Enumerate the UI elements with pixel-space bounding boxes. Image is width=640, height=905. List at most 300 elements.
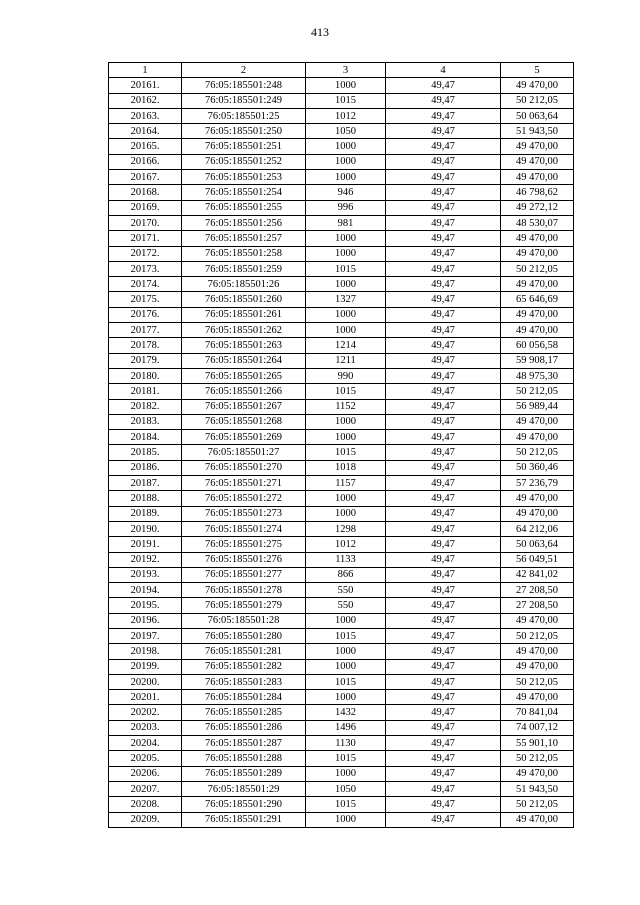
row-number-cell: 20179.	[109, 353, 182, 368]
area-cell: 1015	[306, 751, 386, 766]
cadastral-number-cell: 76:05:185501:259	[182, 261, 306, 276]
amount-cell: 49 470,00	[501, 644, 574, 659]
amount-cell: 49 470,00	[501, 307, 574, 322]
cadastral-number-cell: 76:05:185501:274	[182, 521, 306, 536]
area-cell: 1000	[306, 231, 386, 246]
cadastral-number-cell: 76:05:185501:289	[182, 766, 306, 781]
amount-cell: 46 798,62	[501, 185, 574, 200]
rate-cell: 49,47	[386, 353, 501, 368]
area-cell: 1000	[306, 323, 386, 338]
rate-cell: 49,47	[386, 261, 501, 276]
area-cell: 1214	[306, 338, 386, 353]
column-header-4: 4	[386, 63, 501, 78]
area-cell: 1432	[306, 705, 386, 720]
row-number-cell: 20206.	[109, 766, 182, 781]
amount-cell: 49 470,00	[501, 491, 574, 506]
table-row	[109, 78, 574, 93]
area-cell: 1000	[306, 78, 386, 93]
table-row	[109, 353, 574, 368]
table-row	[109, 338, 574, 353]
table-row	[109, 414, 574, 429]
table-body	[109, 78, 574, 828]
table-row	[109, 766, 574, 781]
cadastral-number-cell: 76:05:185501:254	[182, 185, 306, 200]
row-number-cell: 20172.	[109, 246, 182, 261]
table-row	[109, 108, 574, 123]
area-cell: 1015	[306, 261, 386, 276]
cadastral-number-cell: 76:05:185501:26	[182, 277, 306, 292]
amount-cell: 51 943,50	[501, 124, 574, 139]
row-number-cell: 20200.	[109, 674, 182, 689]
rate-cell: 49,47	[386, 781, 501, 796]
amount-cell: 50 212,05	[501, 261, 574, 276]
page-number: 413	[311, 25, 329, 39]
amount-cell: 50 212,05	[501, 751, 574, 766]
row-number-cell: 20177.	[109, 323, 182, 338]
area-cell: 1000	[306, 613, 386, 628]
row-number-cell: 20168.	[109, 185, 182, 200]
area-cell: 1000	[306, 246, 386, 261]
cadastral-number-cell: 76:05:185501:284	[182, 690, 306, 705]
row-number-cell: 20185.	[109, 445, 182, 460]
table-row	[109, 215, 574, 230]
area-cell: 1015	[306, 445, 386, 460]
amount-cell: 48 975,30	[501, 368, 574, 383]
area-cell: 1000	[306, 766, 386, 781]
rate-cell: 49,47	[386, 521, 501, 536]
amount-cell: 65 646,69	[501, 292, 574, 307]
amount-cell: 49 470,00	[501, 613, 574, 628]
amount-cell: 49 470,00	[501, 506, 574, 521]
table-row	[109, 460, 574, 475]
rate-cell: 49,47	[386, 751, 501, 766]
amount-cell: 49 272,12	[501, 200, 574, 215]
rate-cell: 49,47	[386, 384, 501, 399]
cadastral-number-cell: 76:05:185501:28	[182, 613, 306, 628]
amount-cell: 64 212,06	[501, 521, 574, 536]
area-cell: 1000	[306, 170, 386, 185]
row-number-cell: 20190.	[109, 521, 182, 536]
rate-cell: 49,47	[386, 583, 501, 598]
rate-cell: 49,47	[386, 613, 501, 628]
rate-cell: 49,47	[386, 93, 501, 108]
cadastral-number-cell: 76:05:185501:27	[182, 445, 306, 460]
row-number-cell: 20163.	[109, 108, 182, 123]
amount-cell: 49 470,00	[501, 430, 574, 445]
area-cell: 1015	[306, 797, 386, 812]
cadastral-number-cell: 76:05:185501:248	[182, 78, 306, 93]
amount-cell: 50 212,05	[501, 674, 574, 689]
cadastral-number-cell: 76:05:185501:291	[182, 812, 306, 827]
row-number-cell: 20187.	[109, 476, 182, 491]
rate-cell: 49,47	[386, 491, 501, 506]
amount-cell: 56 049,51	[501, 552, 574, 567]
row-number-cell: 20193.	[109, 567, 182, 582]
rate-cell: 49,47	[386, 154, 501, 169]
area-cell: 996	[306, 200, 386, 215]
table-row	[109, 200, 574, 215]
cadastral-number-cell: 76:05:185501:256	[182, 215, 306, 230]
area-cell: 1000	[306, 506, 386, 521]
amount-cell: 49 470,00	[501, 246, 574, 261]
rate-cell: 49,47	[386, 124, 501, 139]
cadastral-number-cell: 76:05:185501:267	[182, 399, 306, 414]
cadastral-number-cell: 76:05:185501:282	[182, 659, 306, 674]
table-row	[109, 812, 574, 827]
row-number-cell: 20162.	[109, 93, 182, 108]
rate-cell: 49,47	[386, 476, 501, 491]
column-header-2: 2	[182, 63, 306, 78]
cadastral-number-cell: 76:05:185501:250	[182, 124, 306, 139]
table-row	[109, 583, 574, 598]
row-number-cell: 20171.	[109, 231, 182, 246]
row-number-cell: 20165.	[109, 139, 182, 154]
amount-cell: 49 470,00	[501, 154, 574, 169]
column-header-1: 1	[109, 63, 182, 78]
amount-cell: 50 212,05	[501, 384, 574, 399]
rate-cell: 49,47	[386, 277, 501, 292]
table-row	[109, 124, 574, 139]
row-number-cell: 20178.	[109, 338, 182, 353]
row-number-cell: 20180.	[109, 368, 182, 383]
rate-cell: 49,47	[386, 246, 501, 261]
area-cell: 1050	[306, 781, 386, 796]
cadastral-number-cell: 76:05:185501:285	[182, 705, 306, 720]
table-row	[109, 751, 574, 766]
rate-cell: 49,47	[386, 430, 501, 445]
column-header-5: 5	[501, 63, 574, 78]
area-cell: 1000	[306, 307, 386, 322]
table-row	[109, 277, 574, 292]
amount-cell: 49 470,00	[501, 659, 574, 674]
cadastral-number-cell: 76:05:185501:280	[182, 628, 306, 643]
table-row	[109, 659, 574, 674]
table-row	[109, 445, 574, 460]
area-cell: 866	[306, 567, 386, 582]
rate-cell: 49,47	[386, 108, 501, 123]
amount-cell: 27 208,50	[501, 598, 574, 613]
amount-cell: 56 989,44	[501, 399, 574, 414]
amount-cell: 49 470,00	[501, 690, 574, 705]
amount-cell: 49 470,00	[501, 766, 574, 781]
area-cell: 1000	[306, 659, 386, 674]
rate-cell: 49,47	[386, 338, 501, 353]
row-number-cell: 20205.	[109, 751, 182, 766]
rate-cell: 49,47	[386, 812, 501, 827]
row-number-cell: 20183.	[109, 414, 182, 429]
rate-cell: 49,47	[386, 690, 501, 705]
row-number-cell: 20203.	[109, 720, 182, 735]
amount-cell: 50 063,64	[501, 108, 574, 123]
row-number-cell: 20176.	[109, 307, 182, 322]
table-row	[109, 231, 574, 246]
area-cell: 1015	[306, 93, 386, 108]
table-row	[109, 598, 574, 613]
row-number-cell: 20167.	[109, 170, 182, 185]
rate-cell: 49,47	[386, 797, 501, 812]
table-row	[109, 261, 574, 276]
table-row	[109, 552, 574, 567]
amount-cell: 55 901,10	[501, 736, 574, 751]
area-cell: 1000	[306, 154, 386, 169]
cadastral-number-cell: 76:05:185501:288	[182, 751, 306, 766]
table-row	[109, 521, 574, 536]
cadastral-number-cell: 76:05:185501:278	[182, 583, 306, 598]
rate-cell: 49,47	[386, 537, 501, 552]
table-row	[109, 185, 574, 200]
cadastral-number-cell: 76:05:185501:287	[182, 736, 306, 751]
column-header-3: 3	[306, 63, 386, 78]
area-cell: 550	[306, 583, 386, 598]
cadastral-number-cell: 76:05:185501:272	[182, 491, 306, 506]
area-cell: 1000	[306, 430, 386, 445]
amount-cell: 49 470,00	[501, 812, 574, 827]
row-number-cell: 20189.	[109, 506, 182, 521]
cadastral-number-cell: 76:05:185501:269	[182, 430, 306, 445]
area-cell: 1015	[306, 628, 386, 643]
amount-cell: 49 470,00	[501, 170, 574, 185]
table-row	[109, 537, 574, 552]
amount-cell: 42 841,02	[501, 567, 574, 582]
rate-cell: 49,47	[386, 659, 501, 674]
amount-cell: 49 470,00	[501, 139, 574, 154]
cadastral-number-cell: 76:05:185501:283	[182, 674, 306, 689]
amount-cell: 57 236,79	[501, 476, 574, 491]
cadastral-number-cell: 76:05:185501:258	[182, 246, 306, 261]
row-number-cell: 20194.	[109, 583, 182, 598]
cadastral-number-cell: 76:05:185501:286	[182, 720, 306, 735]
rate-cell: 49,47	[386, 200, 501, 215]
area-cell: 1000	[306, 491, 386, 506]
table-row	[109, 705, 574, 720]
row-number-cell: 20174.	[109, 277, 182, 292]
cadastral-number-cell: 76:05:185501:25	[182, 108, 306, 123]
table-row	[109, 307, 574, 322]
rate-cell: 49,47	[386, 215, 501, 230]
table-row	[109, 628, 574, 643]
amount-cell: 50 360,46	[501, 460, 574, 475]
row-number-cell: 20196.	[109, 613, 182, 628]
table-row	[109, 781, 574, 796]
table-row	[109, 506, 574, 521]
row-number-cell: 20191.	[109, 537, 182, 552]
table-row	[109, 720, 574, 735]
header-row	[109, 63, 574, 78]
cadastral-number-cell: 76:05:185501:268	[182, 414, 306, 429]
amount-cell: 50 063,64	[501, 537, 574, 552]
cadastral-number-cell: 76:05:185501:257	[182, 231, 306, 246]
area-cell: 1015	[306, 674, 386, 689]
area-cell: 1211	[306, 353, 386, 368]
table-row	[109, 736, 574, 751]
area-cell: 1012	[306, 537, 386, 552]
amount-cell: 49 470,00	[501, 277, 574, 292]
rate-cell: 49,47	[386, 720, 501, 735]
row-number-cell: 20208.	[109, 797, 182, 812]
row-number-cell: 20184.	[109, 430, 182, 445]
cadastral-number-cell: 76:05:185501:264	[182, 353, 306, 368]
table-row	[109, 430, 574, 445]
area-cell: 1000	[306, 414, 386, 429]
row-number-cell: 20204.	[109, 736, 182, 751]
cadastral-number-cell: 76:05:185501:261	[182, 307, 306, 322]
row-number-cell: 20166.	[109, 154, 182, 169]
table-row	[109, 476, 574, 491]
rate-cell: 49,47	[386, 78, 501, 93]
row-number-cell: 20169.	[109, 200, 182, 215]
amount-cell: 50 212,05	[501, 93, 574, 108]
cadastral-number-cell: 76:05:185501:271	[182, 476, 306, 491]
row-number-cell: 20198.	[109, 644, 182, 659]
row-number-cell: 20199.	[109, 659, 182, 674]
cadastral-number-cell: 76:05:185501:277	[182, 567, 306, 582]
table-row	[109, 613, 574, 628]
rate-cell: 49,47	[386, 231, 501, 246]
cadastral-number-cell: 76:05:185501:255	[182, 200, 306, 215]
cadastral-number-cell: 76:05:185501:29	[182, 781, 306, 796]
table-header	[109, 63, 574, 78]
rate-cell: 49,47	[386, 628, 501, 643]
rate-cell: 49,47	[386, 644, 501, 659]
area-cell: 1327	[306, 292, 386, 307]
row-number-cell: 20197.	[109, 628, 182, 643]
amount-cell: 50 212,05	[501, 628, 574, 643]
row-number-cell: 20161.	[109, 78, 182, 93]
amount-cell: 49 470,00	[501, 414, 574, 429]
cadastral-number-cell: 76:05:185501:276	[182, 552, 306, 567]
rate-cell: 49,47	[386, 705, 501, 720]
row-number-cell: 20192.	[109, 552, 182, 567]
cadastral-number-cell: 76:05:185501:275	[182, 537, 306, 552]
cadastral-number-cell: 76:05:185501:266	[182, 384, 306, 399]
row-number-cell: 20202.	[109, 705, 182, 720]
amount-cell: 48 530,07	[501, 215, 574, 230]
row-number-cell: 20207.	[109, 781, 182, 796]
cadastral-number-cell: 76:05:185501:252	[182, 154, 306, 169]
row-number-cell: 20164.	[109, 124, 182, 139]
table-row	[109, 674, 574, 689]
rate-cell: 49,47	[386, 307, 501, 322]
area-cell: 1157	[306, 476, 386, 491]
cadastral-number-cell: 76:05:185501:281	[182, 644, 306, 659]
rate-cell: 49,47	[386, 399, 501, 414]
amount-cell: 60 056,58	[501, 338, 574, 353]
table-row	[109, 139, 574, 154]
row-number-cell: 20181.	[109, 384, 182, 399]
cadastral-number-cell: 76:05:185501:253	[182, 170, 306, 185]
area-cell: 990	[306, 368, 386, 383]
rate-cell: 49,47	[386, 170, 501, 185]
area-cell: 1000	[306, 690, 386, 705]
area-cell: 1298	[306, 521, 386, 536]
cadastral-number-cell: 76:05:185501:265	[182, 368, 306, 383]
table-row	[109, 154, 574, 169]
cadastral-number-cell: 76:05:185501:290	[182, 797, 306, 812]
row-number-cell: 20173.	[109, 261, 182, 276]
area-cell: 1496	[306, 720, 386, 735]
area-cell: 1018	[306, 460, 386, 475]
data-table	[108, 62, 574, 828]
area-cell: 1133	[306, 552, 386, 567]
amount-cell: 70 841,04	[501, 705, 574, 720]
area-cell: 1000	[306, 277, 386, 292]
cadastral-number-cell: 76:05:185501:273	[182, 506, 306, 521]
table-row	[109, 323, 574, 338]
table-row	[109, 399, 574, 414]
table-row	[109, 170, 574, 185]
area-cell: 1152	[306, 399, 386, 414]
row-number-cell: 20186.	[109, 460, 182, 475]
amount-cell: 74 007,12	[501, 720, 574, 735]
table-row	[109, 690, 574, 705]
table-row	[109, 246, 574, 261]
amount-cell: 50 212,05	[501, 445, 574, 460]
cadastral-number-cell: 76:05:185501:260	[182, 292, 306, 307]
area-cell: 981	[306, 215, 386, 230]
cadastral-number-cell: 76:05:185501:249	[182, 93, 306, 108]
table-row	[109, 491, 574, 506]
row-number-cell: 20170.	[109, 215, 182, 230]
rate-cell: 49,47	[386, 766, 501, 781]
rate-cell: 49,47	[386, 368, 501, 383]
amount-cell: 49 470,00	[501, 78, 574, 93]
amount-cell: 27 208,50	[501, 583, 574, 598]
rate-cell: 49,47	[386, 506, 501, 521]
rate-cell: 49,47	[386, 674, 501, 689]
rate-cell: 49,47	[386, 139, 501, 154]
rate-cell: 49,47	[386, 736, 501, 751]
area-cell: 1050	[306, 124, 386, 139]
area-cell: 1130	[306, 736, 386, 751]
row-number-cell: 20201.	[109, 690, 182, 705]
amount-cell: 50 212,05	[501, 797, 574, 812]
area-cell: 1015	[306, 384, 386, 399]
table-row	[109, 384, 574, 399]
area-cell: 946	[306, 185, 386, 200]
table-row	[109, 93, 574, 108]
row-number-cell: 20209.	[109, 812, 182, 827]
rate-cell: 49,47	[386, 552, 501, 567]
cadastral-number-cell: 76:05:185501:270	[182, 460, 306, 475]
area-cell: 1000	[306, 139, 386, 154]
rate-cell: 49,47	[386, 445, 501, 460]
row-number-cell: 20188.	[109, 491, 182, 506]
table-row	[109, 292, 574, 307]
table-row	[109, 368, 574, 383]
cadastral-number-cell: 76:05:185501:263	[182, 338, 306, 353]
amount-cell: 59 908,17	[501, 353, 574, 368]
amount-cell: 49 470,00	[501, 231, 574, 246]
row-number-cell: 20182.	[109, 399, 182, 414]
rate-cell: 49,47	[386, 567, 501, 582]
area-cell: 550	[306, 598, 386, 613]
row-number-cell: 20175.	[109, 292, 182, 307]
rate-cell: 49,47	[386, 292, 501, 307]
table-row	[109, 797, 574, 812]
rate-cell: 49,47	[386, 414, 501, 429]
cadastral-number-cell: 76:05:185501:279	[182, 598, 306, 613]
cadastral-number-cell: 76:05:185501:262	[182, 323, 306, 338]
table-row	[109, 567, 574, 582]
rate-cell: 49,47	[386, 323, 501, 338]
rate-cell: 49,47	[386, 460, 501, 475]
row-number-cell: 20195.	[109, 598, 182, 613]
amount-cell: 51 943,50	[501, 781, 574, 796]
table-row	[109, 644, 574, 659]
area-cell: 1000	[306, 812, 386, 827]
rate-cell: 49,47	[386, 598, 501, 613]
area-cell: 1012	[306, 108, 386, 123]
